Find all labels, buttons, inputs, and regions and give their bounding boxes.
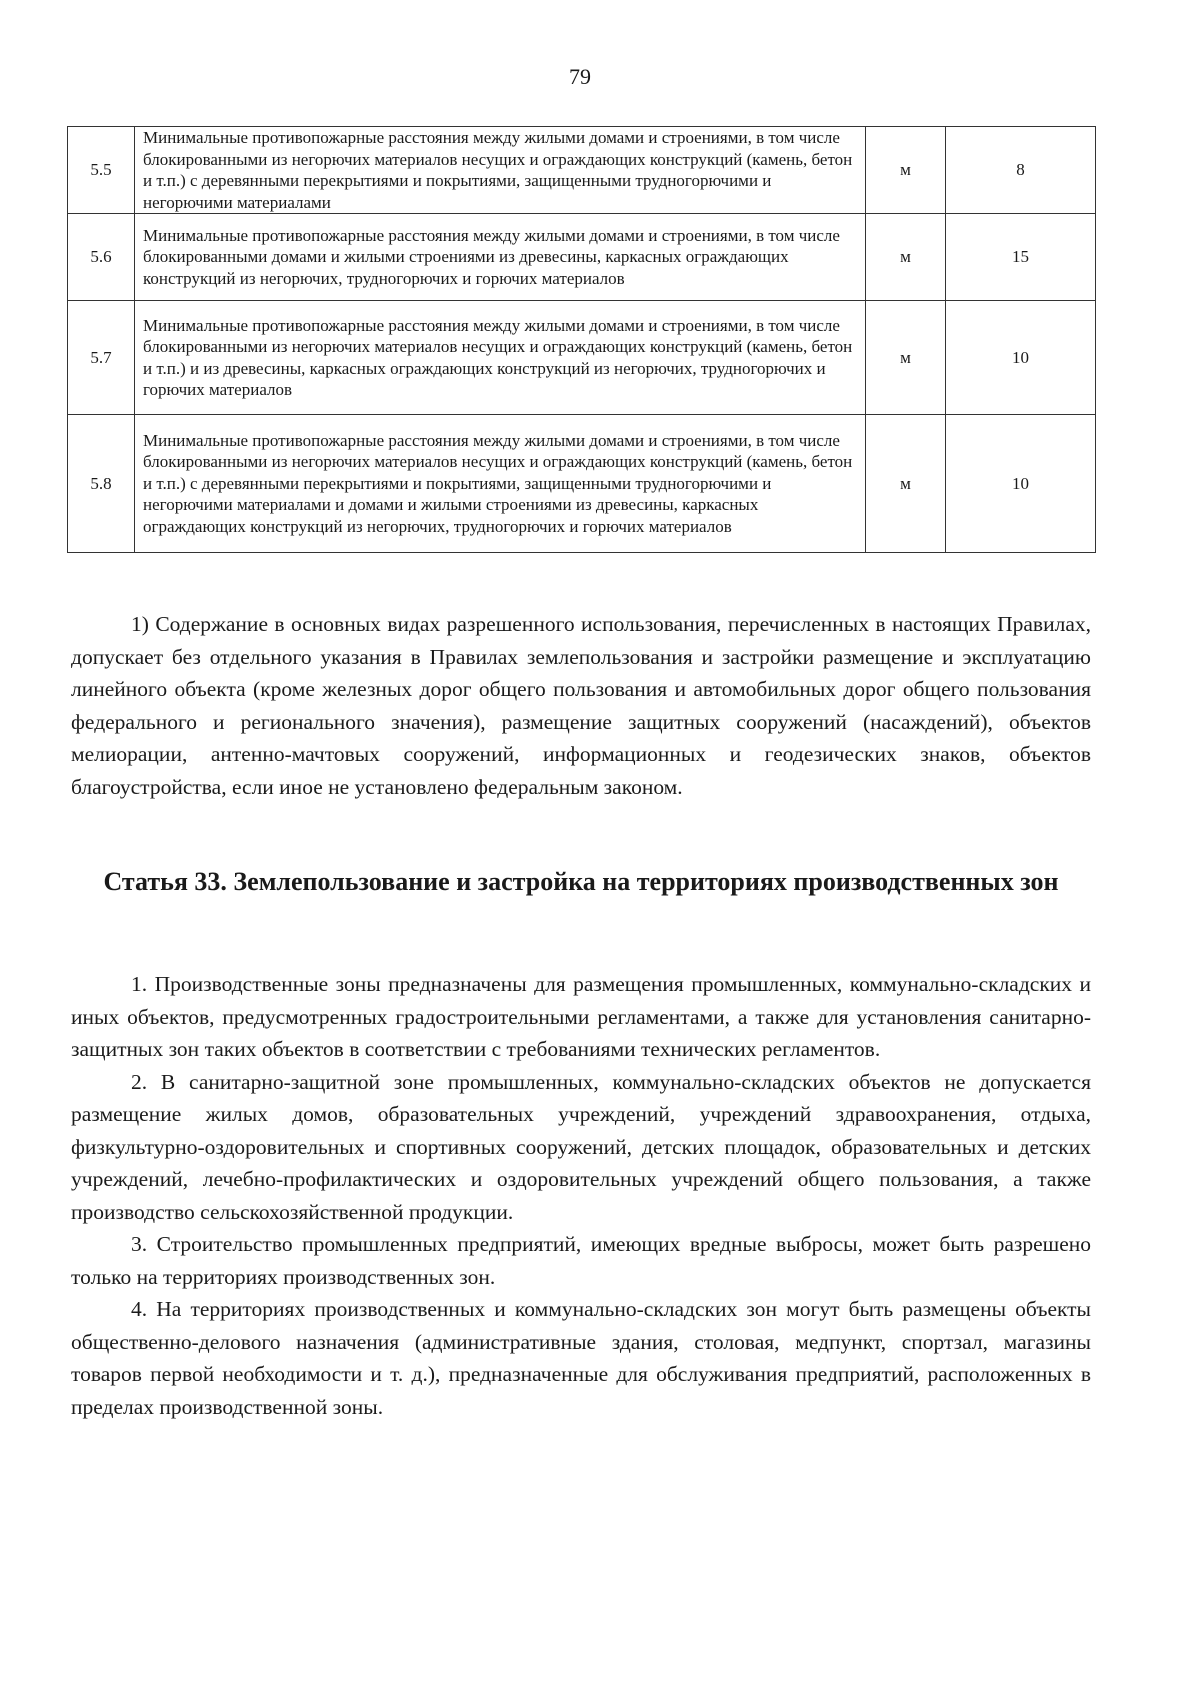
article-body <box>71 968 1091 1423</box>
row-description: Минимальные противопожарные расстояния между жилыми домами и строениями, в том числе блокированными из негорючих материалов несущих и ограждающих конструкций (камень, бетон и т.п.) и из древесины, каркасных ограждающих конструкций из негорючих, трудногорючих и горючих материалов <box>135 301 866 415</box>
article-paragraph: 2. В санитарно-защитной зоне промышленных, коммунально-складских объектов не допускается размещение жилых домов, образовательных учреждений, учреждений здравоохранения, отдыха, физкультурно-оздоровительных и спортивных сооружений, детских площадок, образовательных и детских учреждений, лечебно-профилактических и оздоровительных учреждений общего пользования, а также производство сельскохозяйственной продукции. <box>71 1069 1091 1224</box>
row-description: Минимальные противопожарные расстояния между жилыми домами и строениями, в том числе блокированными из негорючих материалов несущих и ограждающих конструкций (камень, бетон и т.п.) с деревянными перекрытиями и покрытиями, защищенными трудногорючими и негорючими материалами <box>135 127 866 214</box>
article-paragraph: 3. Строительство промышленных предприятий, имеющих вредные выбросы, может быть разрешено только на территориях производственных зон. <box>71 1232 1091 1289</box>
row-number: 5.8 <box>68 415 135 553</box>
row-description: Минимальные противопожарные расстояния между жилыми домами и строениями, в том числе блокированными домами и жилыми строениями из древесины, каркасных ограждающих конструкций из негорючих, трудногорючих и горючих материалов <box>135 214 866 301</box>
row-unit: м <box>866 127 946 214</box>
article-paragraph: 1. Производственные зоны предназначены для размещения промышленных, коммунально-складских и иных объектов, предусмотренных градостроительными регламентами, а также для установления санитарно-защитных зон таких объектов в соответствии с требованиями технических регламентов. <box>71 972 1091 1061</box>
table-row <box>68 214 1096 301</box>
footnote <box>71 608 1091 803</box>
row-unit: м <box>866 214 946 301</box>
table-row <box>68 127 1096 214</box>
row-unit: м <box>866 415 946 553</box>
row-value: 10 <box>946 415 1096 553</box>
norms-table <box>67 126 1096 553</box>
row-value: 8 <box>946 127 1096 214</box>
row-description: Минимальные противопожарные расстояния между жилыми домами и строениями, в том числе блокированными из негорючих материалов несущих и ограждающих конструкций (камень, бетон и т.п.) с деревянными перекрытиями и покрытиями, защищенными трудногорючими и негорючими материалами и домами и жилыми строениями из древесины, каркасных ограждающих конструкций из негорючих, трудногорючих и горючих материалов <box>135 415 866 553</box>
row-number: 5.6 <box>68 214 135 301</box>
row-number: 5.7 <box>68 301 135 415</box>
article-paragraph: 4. На территориях производственных и коммунально-складских зон могут быть размещены объекты общественно-делового назначения (административные здания, столовая, медпункт, спортзал, магазины товаров первой необходимости и т. д.), предназначенные для обслуживания предприятий, расположенных в пределах производственной зоны. <box>71 1297 1091 1419</box>
row-unit: м <box>866 301 946 415</box>
row-number: 5.5 <box>68 127 135 214</box>
row-value: 10 <box>946 301 1096 415</box>
page-number: 79 <box>569 64 591 89</box>
table-row <box>68 301 1096 415</box>
table-row <box>68 415 1096 553</box>
footnote-text: 1) Содержание в основных видах разрешенного использования, перечисленных в настоящих Правилах, допускает без отдельного указания в Правилах землепользования и застройки размещение и эксплуатацию линейного объекта (кроме железных дорог общего пользования и автомобильных дорог общего пользования федерального и регионального значения), размещение защитных сооружений (насаждений), объектов мелиорации, антенно-мачтовых сооружений, информационных и геодезических знаков, объектов благоустройства, если иное не установлено федеральным законом. <box>71 612 1091 799</box>
row-value: 15 <box>946 214 1096 301</box>
article-title: Статья 33. Землепользование и застройка на территориях производственных зон <box>103 867 1059 896</box>
